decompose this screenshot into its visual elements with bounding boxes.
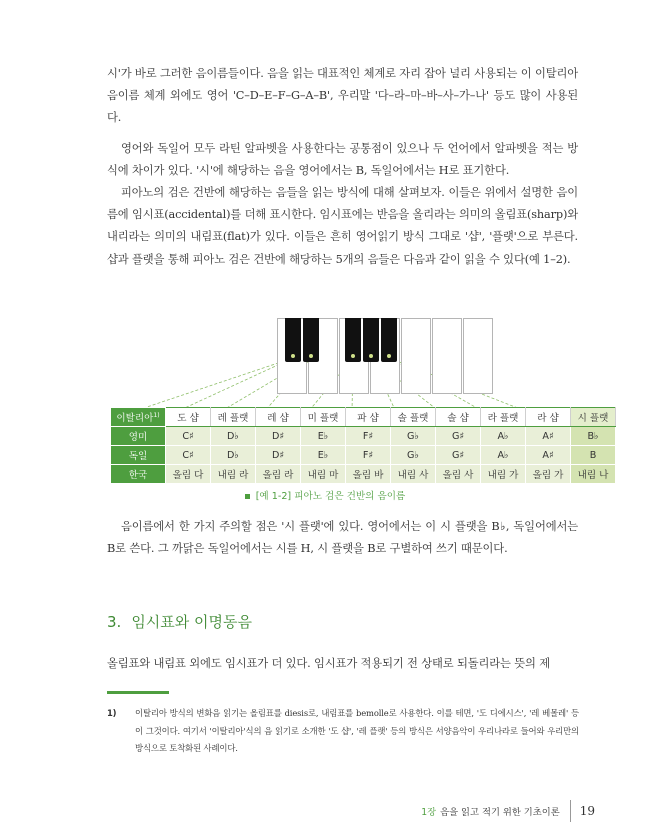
cell: 라 샵	[526, 408, 571, 427]
cell: 솔 플랫	[391, 408, 436, 427]
cell: 내림 사	[391, 465, 436, 484]
footer-divider	[570, 800, 571, 822]
cell: 내림 나	[571, 465, 616, 484]
cell: G♭	[391, 446, 436, 465]
cell: A♯	[526, 427, 571, 446]
footnote-text: 이탈리아 방식의 변화음 읽기는 올림표를 diesis로, 내림표를 bemolle로 사용한다. 이를 테면, '도 디에시스', '레 베몰레' 등이 그것이다. 여기서 '이탈리아'식의 음 읽기로 소개한 '도 샵', '레 플랫' 등의 방식은 서양음악이 우리나라로 들어와 우리만의 방식으로 토착화된 사례이다.	[135, 708, 579, 753]
square-bullet-icon	[245, 494, 250, 499]
table-row-english	[111, 427, 616, 446]
cell: 올림 사	[436, 465, 481, 484]
piano-keyboard	[277, 318, 495, 394]
piano-figure	[107, 312, 578, 420]
row-label-italian	[111, 408, 166, 427]
cell: 내림 라	[211, 465, 256, 484]
black-key-c-sharp	[285, 318, 301, 362]
table-row-german	[111, 446, 616, 465]
footnote-divider	[107, 691, 169, 694]
table-row-italian	[111, 408, 616, 427]
figure-caption	[0, 488, 650, 502]
cell: 내림 가	[481, 465, 526, 484]
caption-text: [예 1-2] 피아노 검은 건반의 음이름	[255, 491, 406, 502]
white-key	[401, 318, 431, 394]
body-paragraph-3: 피아노의 검은 건반에 해당하는 음들을 읽는 방식에 대해 살펴보자. 이들은 위에서 설명한 음이름에 임시표(accidental)를 더해 표시한다. 임시표에는 반음을 올리라는 의미의 올림표(sharp)와 내리라는 의미의 내림표(flat)가 있다. 이들은 흔히 영어읽기 방식 그대로 '샵', '플랫'으로 부른다. 샵과 플랫을 통해 피아노 검은 건반에 해당하는 5개의 음들은 다음과 같이 읽을 수 있다(예 1–2).	[107, 186, 578, 266]
cell: B	[571, 446, 616, 465]
cell: 도 샵	[166, 408, 211, 427]
black-key-g-sharp	[363, 318, 379, 362]
body-paragraph-4: 음이름에서 한 가지 주의할 점은 '시 플랫'에 있다. 영어에서는 이 시 플랫을 B♭, 독일어에서는 B로 쓴다. 그 까닭은 독일어에서는 시를 H, 시 플랫을 B로 구별하여 쓰기 때문이다.	[107, 520, 578, 556]
body-paragraph-5: 올림표와 내림표 외에도 임시표가 더 있다. 임시표가 적용되기 전 상태로 되돌리라는 뜻의 제	[107, 657, 550, 670]
cell: D♭	[211, 427, 256, 446]
cell: 올림 바	[346, 465, 391, 484]
table-row-korean	[111, 465, 616, 484]
cell: G♯	[436, 446, 481, 465]
cell: E♭	[301, 446, 346, 465]
cell: D♯	[256, 446, 301, 465]
cell: 미 플랫	[301, 408, 346, 427]
cell: 올림 가	[526, 465, 571, 484]
cell: 파 샵	[346, 408, 391, 427]
footnote-mark: 1)	[153, 411, 160, 419]
white-key	[432, 318, 462, 394]
section-title-text: 임시표와 이명동음	[131, 613, 253, 631]
key-marker-dot	[309, 354, 313, 358]
black-key-f-sharp	[345, 318, 361, 362]
cell: 내림 마	[301, 465, 346, 484]
row-label-english: 영미	[111, 427, 166, 446]
white-key	[463, 318, 493, 394]
footnote-number: 1)	[107, 708, 117, 718]
cell: A♯	[526, 446, 571, 465]
note-name-table	[110, 407, 616, 484]
cell: F♯	[346, 427, 391, 446]
cell: 라 플랫	[481, 408, 526, 427]
key-marker-dot	[369, 354, 373, 358]
cell: D♭	[211, 446, 256, 465]
cell: 레 플랫	[211, 408, 256, 427]
body-paragraph-1: 시'가 바로 그러한 음이름들이다. 음을 읽는 대표적인 체계로 자리 잡아 널리 사용되는 이 이탈리아 음이름 체계 외에도 영어 'C–D–E–F–G–A–B', 우리말 '다–라–마–바–사–가–나' 등도 많이 사용된다.	[107, 67, 578, 125]
cell: C♯	[166, 427, 211, 446]
key-marker-dot	[387, 354, 391, 358]
row-label-korean: 한국	[111, 465, 166, 484]
page-footer	[421, 797, 595, 825]
cell: 솔 샵	[436, 408, 481, 427]
cell: 올림 다	[166, 465, 211, 484]
section-heading	[107, 611, 262, 632]
cell: A♭	[481, 446, 526, 465]
cell: F♯	[346, 446, 391, 465]
row-label-german: 독일	[111, 446, 166, 465]
cell: B♭	[571, 427, 616, 446]
cell: 레 샵	[256, 408, 301, 427]
chapter-title: 음을 읽고 적기 위한 기초이론	[440, 807, 560, 818]
row-label-text: 이탈리아	[116, 413, 154, 424]
black-key-a-sharp	[381, 318, 397, 362]
cell: E♭	[301, 427, 346, 446]
black-key-d-sharp	[303, 318, 319, 362]
cell: 올림 라	[256, 465, 301, 484]
page-number: 19	[579, 804, 595, 818]
key-marker-dot	[291, 354, 295, 358]
cell: 시 플랫	[571, 408, 616, 427]
cell: C♯	[166, 446, 211, 465]
cell: D♯	[256, 427, 301, 446]
cell: G♯	[436, 427, 481, 446]
chapter-label: 1장	[421, 807, 437, 818]
body-paragraph-2: 영어와 독일어 모두 라틴 알파벳을 사용한다는 공통점이 있으나 두 언어에서 알파벳을 적는 방식에 차이가 있다. '시'에 해당하는 음을 영어에서는 B, 독일어에서는 H로 표기한다.	[107, 142, 578, 178]
key-marker-dot	[351, 354, 355, 358]
footnote	[107, 705, 579, 758]
cell: G♭	[391, 427, 436, 446]
cell: A♭	[481, 427, 526, 446]
section-number: 3.	[107, 613, 122, 631]
